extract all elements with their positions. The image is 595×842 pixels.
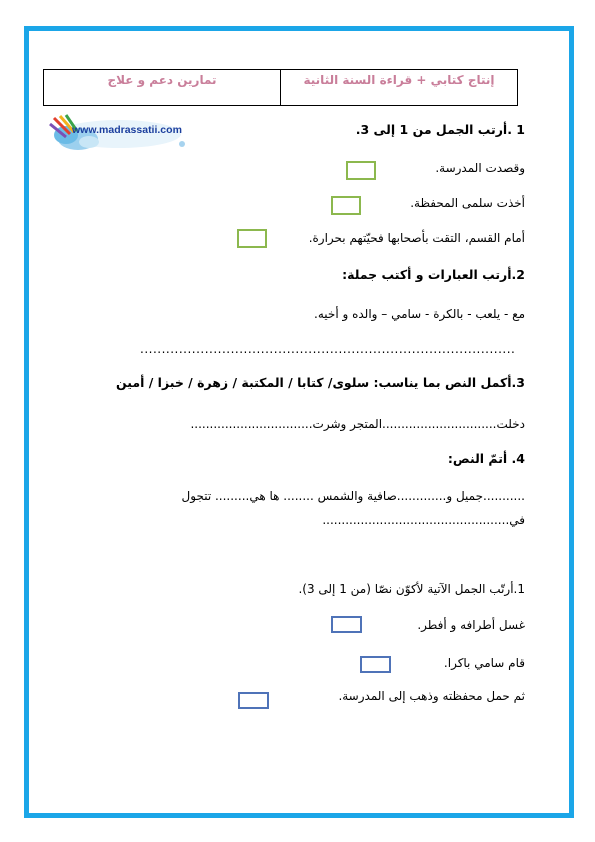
section4-title: 4. أتمّ النص:: [447, 451, 525, 466]
header-right-title: إنتاج كتابي + قراءة السنة الثانية: [280, 70, 517, 105]
order-box-5[interactable]: [360, 656, 391, 673]
section2-words: مع - يلعب - بالكرة - سامي – والده و أخيه.: [314, 307, 525, 321]
header-table: [43, 69, 518, 106]
section2-title: 2.أرتب العبارات و أكتب جملة:: [342, 267, 525, 282]
section5-title: 1.أرتّب الجمل الآتية لأكوّن نصّا (من 1 إلى 3).: [298, 582, 525, 596]
section1-sentence-3: أمام القسم، التقت بأصحابها فحيّتهم بحرارة.: [308, 231, 525, 245]
order-box-3[interactable]: [237, 229, 267, 248]
section3-title: 3.أكمل النص بما يناسب: سلوى/ كتابا / المكتبة / زهرة / خبزا / أمين: [116, 375, 525, 390]
section5-sentence-2: قام سامي باكرا.: [443, 656, 525, 670]
order-box-4[interactable]: [331, 616, 362, 633]
section4-line-2: في.................................................: [322, 513, 525, 527]
section1-sentence-1: وقصدت المدرسة.: [435, 161, 525, 175]
section5-sentence-3: ثم حمل محفظته وذهب إلى المدرسة.: [338, 689, 525, 703]
section1-title: 1 .أرتب الجمل من 1 إلى 3.: [355, 122, 525, 137]
section5-sentence-1: غسل أطرافه و أفطر.: [417, 618, 525, 632]
header-left-title: تمارين دعم و علاج: [107, 73, 217, 87]
order-box-6[interactable]: [238, 692, 269, 709]
section3-text: دخلت..............................المتجر وشرت................................: [190, 417, 525, 431]
section1-sentence-2: أخذت سلمى المحفظة.: [410, 196, 525, 210]
section2-answer-line[interactable]: .......................................................................................: [140, 342, 516, 356]
section4-line-1: ...........جميل و.............صافية والشمس ........ ها هي......... تتجول: [181, 489, 525, 503]
logo-text: www.madrassatii.com: [72, 124, 182, 136]
order-box-1[interactable]: [346, 161, 376, 180]
order-box-2[interactable]: [331, 196, 361, 215]
